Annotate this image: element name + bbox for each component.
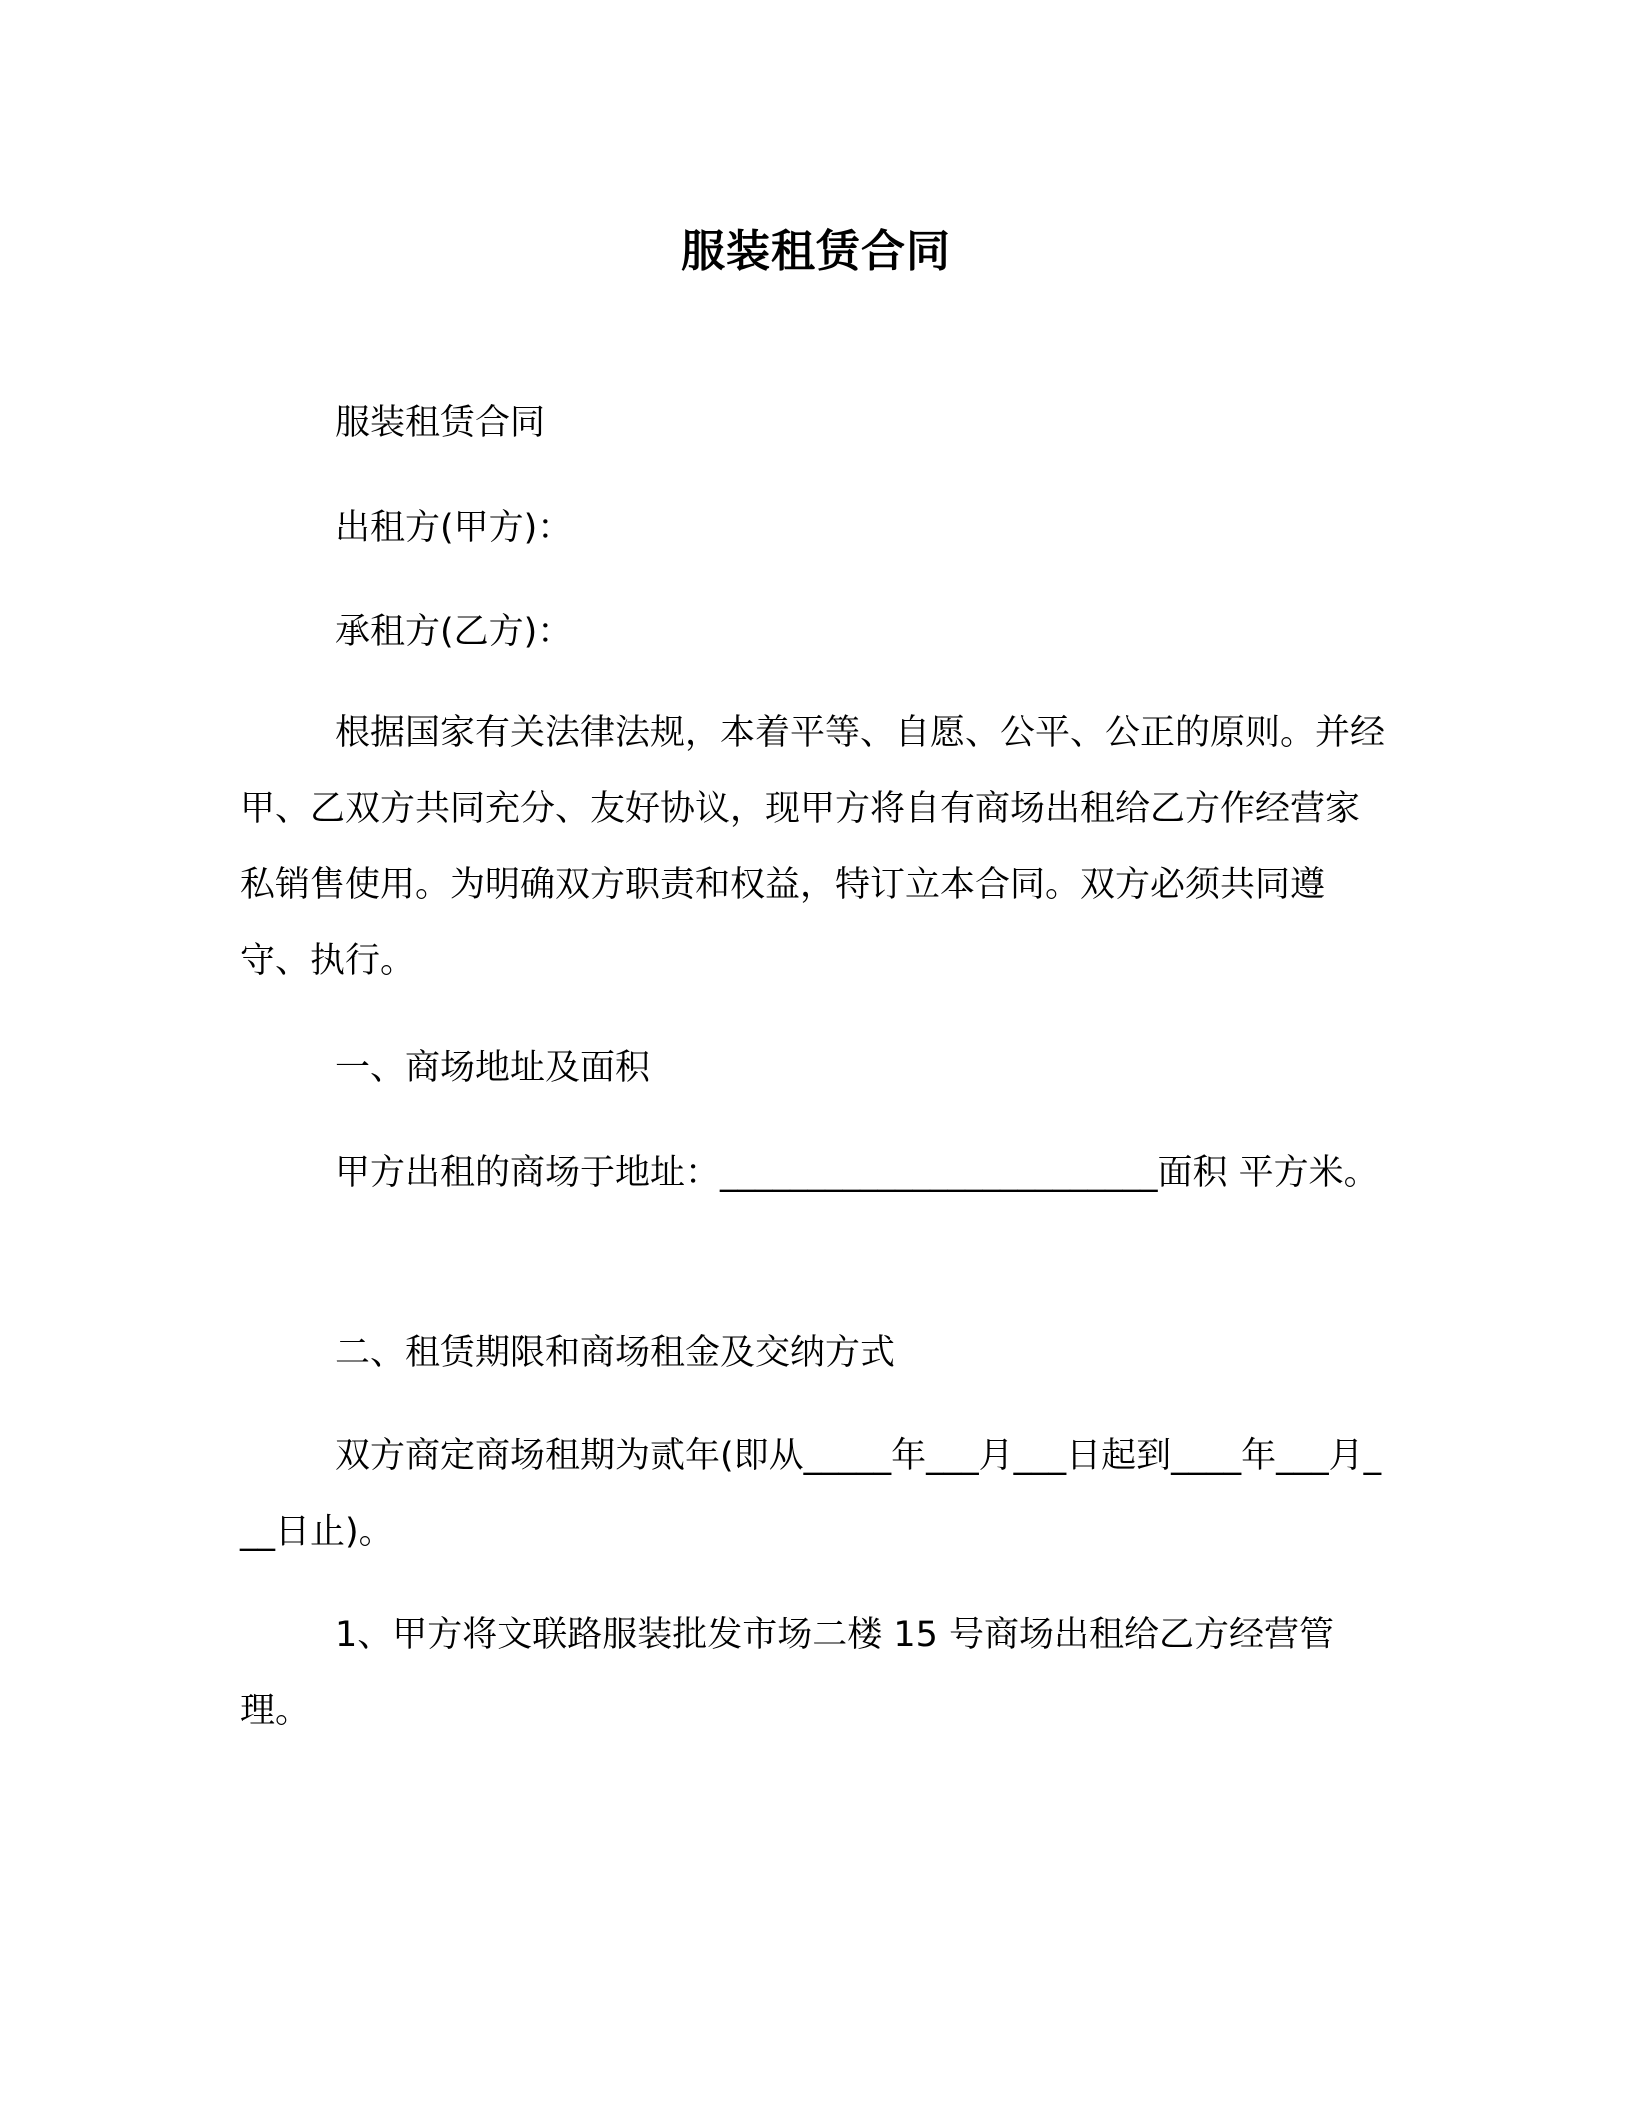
paragraph-preamble: 根据国家有关法律法规，本着平等、自愿、公平、公正的原则。并经甲、乙双方共同充分、友好协议，现甲方将自有商场出租给乙方作经营家私销售使用。为明确双方职责和权益，特订立本合同。双方必须共同遵守、执行。 [240, 713, 1386, 981]
paragraph-lessor: 出租方(甲方)： [335, 508, 573, 548]
section-heading-1: 一、商场地址及面积 [335, 1048, 651, 1088]
paragraph-clause-1: 1、甲方将文联路服装批发市场二楼 15 号商场出租给乙方经营管理。 [240, 1615, 1335, 1731]
section-heading-2: 二、租赁期限和商场租金及交纳方式 [335, 1333, 896, 1373]
paragraph-lessee: 承租方(乙方)： [335, 612, 573, 652]
document-title: 服装租赁合同 [681, 226, 951, 277]
paragraph-address-area: 甲方出租的商场于地址：_________________________面积 平方米。 [335, 1153, 1379, 1193]
paragraph-contract-name: 服装租赁合同 [335, 403, 546, 443]
paragraph-lease-term: 双方商定商场租期为贰年(即从_____年___月___日起到____年___月___日止)。 [240, 1436, 1382, 1552]
